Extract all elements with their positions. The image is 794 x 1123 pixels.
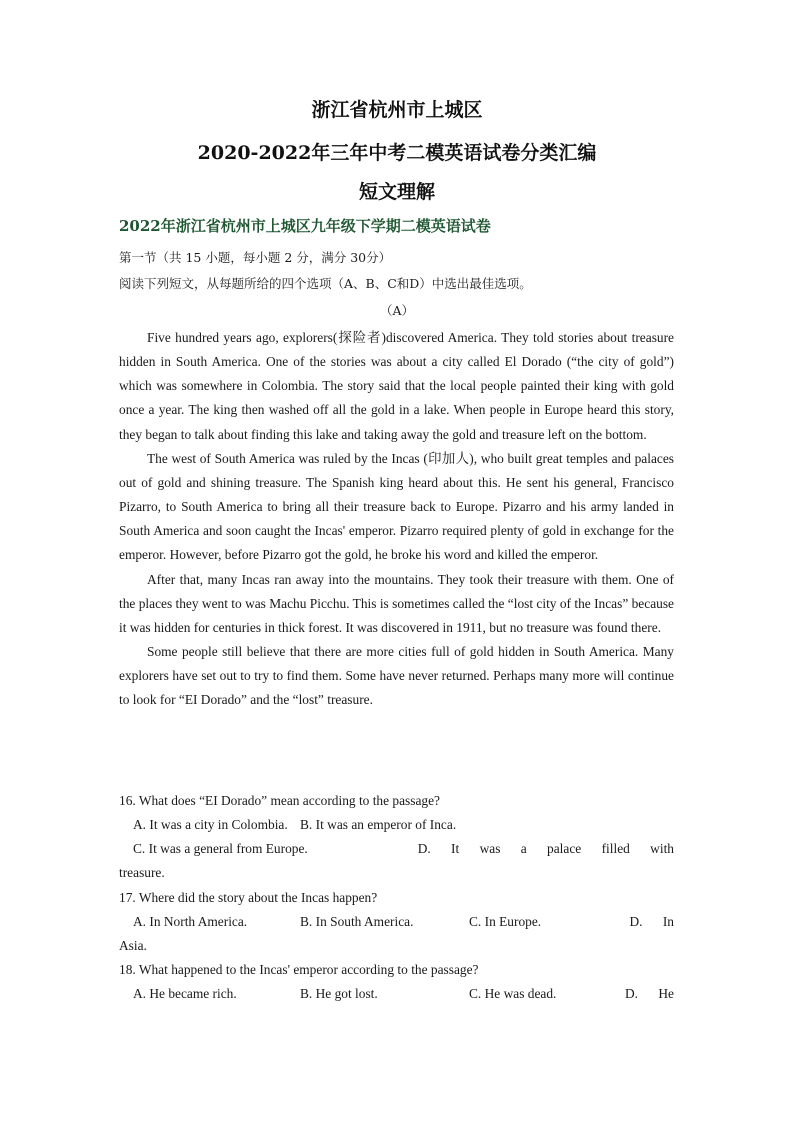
document-title-region: 浙江省杭州市上城区 [311,99,483,121]
passage-paragraph-3: After that, many Incas ran away into the mountains. They took their treasure with them. One of the places they went to was Machu Picchu. This is sometimes called the “lost city of the Incas” because it was hidden for centuries in thick forest. It was discovered in 1911, but no treasure was found there. [119,571,674,635]
question-17-stem: 17. Where did the story about the Incas happen? [119,889,378,905]
question-18-option-b: B. He got lost. [300,986,378,1002]
passage-paragraph-2: The west of South America was ruled by the Incas (印加人), who built great temples and palaces out of gold and shining treasure. The Spanish king heard about this. He sent his general, Francisco Pizarro, to South America to bring all their treasure back to Europe. Pizarro and his army landed in South America and soon caught the Incas' emperor. Pizarro required plenty of gold in exchange for the emperor. However, before Pizarro got the gold, he broke his word and killed the emperor. [119,450,674,563]
question-17-option-d-continued: Asia. [119,937,147,953]
question-list [119,789,674,1006]
document-title-series: 2020-2022年三年中考二模英语试卷分类汇编 [197,142,597,164]
section-instruction: 第一节（共 15 小题，每小题 2 分，满分 30分） [119,250,392,265]
question-16-options-row-1 [119,813,674,837]
question-16-stem: 16. What does “EI Dorado” mean according to the passage? [119,793,441,808]
question-16-option-c: C. It was a general from Europe. [133,841,308,857]
passage-paragraph-4: Some people still believe that there are more cities full of gold hidden in South America. Many explorers have set out to try to find them. Some have never returned. Perhaps many more will continue to look for “EI Dorado” and the “lost” treasure. [119,644,674,708]
question-16-options-row-2 [119,837,674,861]
question-17-option-b: B. In South America. [300,913,414,929]
document-title-topic: 短文理解 [358,181,435,203]
question-18-option-a: A. He became rich. [133,986,237,1002]
question-16-option-d: D. It was a palace filled with [417,841,674,857]
passage-paragraph-1: Five hundred years ago, explorers(探险者)discovered America. They told stories about treasure hidden in South America. One of the stories was about a city called El Dorado (“the city of gold”) which was somewhere in Colombia. The story said that the local people painted their king with gold once a year. The king then washed off all the gold in a lake. When people in Europe heard this story, they began to talk about finding this lake and taking away the gold and treasure left on the bottom. [119,330,674,442]
question-17-option-d: D. In [629,913,674,929]
question-16-option-b: B. It was an emperor of Inca. [300,817,457,833]
question-16-option-d-continued: treasure. [119,865,165,881]
question-18-options [119,982,674,1006]
question-17-option-a: A. In North America. [133,913,248,929]
exam-title: 2022年浙江省杭州市上城区九年级下学期二模英语试卷 [119,217,491,235]
question-18-option-d: D. He [625,986,674,1002]
question-16-option-a: A. It was a city in Colombia. [133,817,288,833]
question-18-stem: 18. What happened to the Incas' emperor according to the passage? [119,962,479,978]
question-17-options [119,910,674,934]
question-17-option-c: C. In Europe. [469,913,542,929]
question-18-option-c: C. He was dead. [469,986,557,1002]
reading-directions: 阅读下列短文，从每题所给的四个选项（A、B、C和D）中选出最佳选项。 [119,276,532,291]
reading-passage [119,326,674,713]
passage-label: （A） [379,303,415,318]
